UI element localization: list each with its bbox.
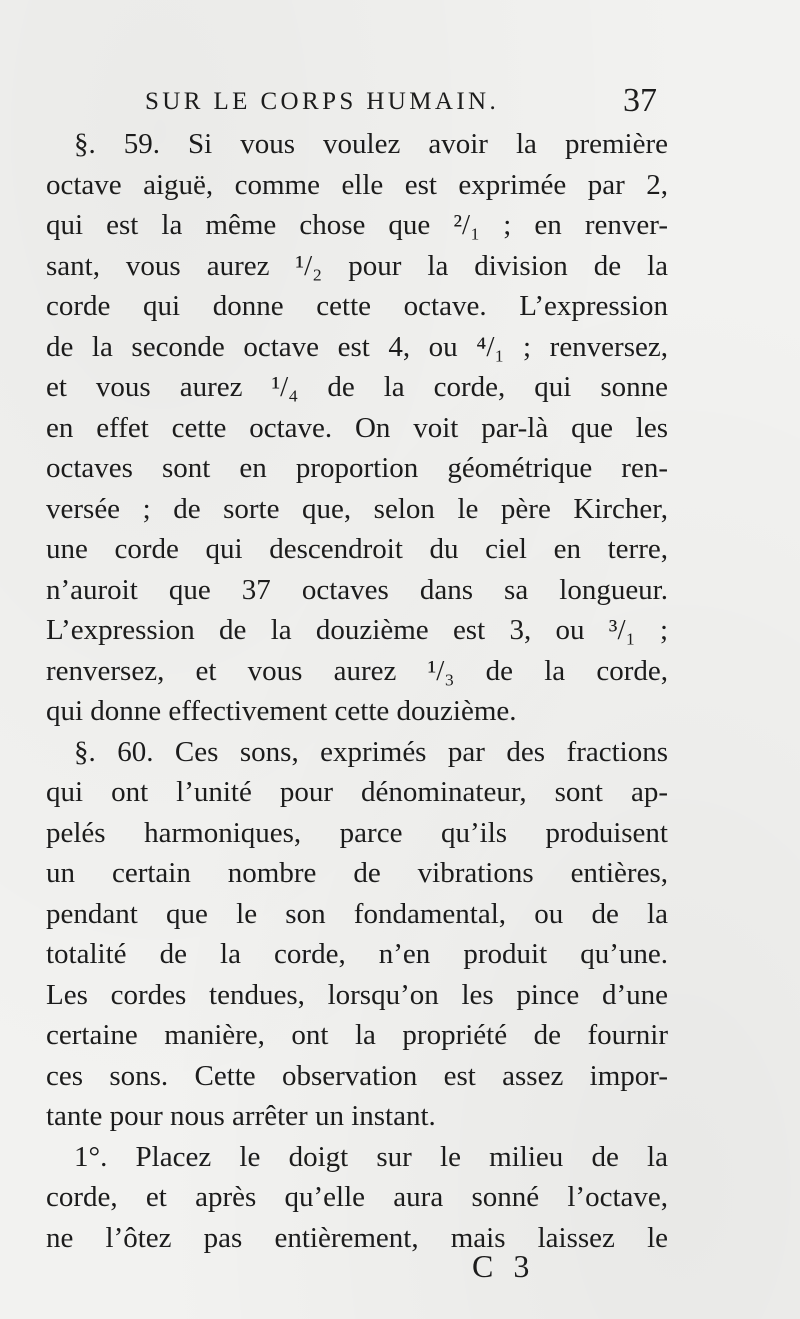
text-line: octaves sont en proportion géométrique ren- bbox=[46, 452, 668, 484]
text-line: qui est la même chose que ²/₁ ; en renver- bbox=[46, 209, 668, 241]
text-line: de la seconde octave est 4, ou ⁴/₁ ; renversez, bbox=[46, 330, 668, 363]
text-line: versée ; de sorte que, selon le père Kircher, bbox=[46, 492, 668, 525]
signature-mark: C 3 bbox=[472, 1248, 536, 1284]
text-line: renversez, et vous aurez ¹/₃ de la corde, bbox=[46, 654, 668, 687]
text-line: octave aiguë, comme elle est exprimée par 2, bbox=[46, 168, 668, 201]
text-line: en effet cette octave. On voit par-là que les bbox=[46, 411, 668, 444]
text-line: pelés harmoniques, parce qu’ils produisent bbox=[46, 816, 668, 849]
page-header bbox=[145, 82, 675, 122]
text-line: certaine manière, ont la propriété de fournir bbox=[46, 1019, 668, 1051]
text-line: sant, vous aurez ¹/₂ pour la division de la bbox=[46, 249, 668, 282]
text-line: Les cordes tendues, lorsqu’on les pince d’une bbox=[46, 978, 668, 1011]
text-line: 1°. Placez le doigt sur le milieu de la bbox=[74, 1140, 668, 1173]
text-line: qui ont l’unité pour dénominateur, sont ap- bbox=[46, 776, 668, 808]
text-line: n’auroit que 37 octaves dans sa longueur. bbox=[46, 573, 668, 606]
text-line: corde, et après qu’elle aura sonné l’octave, bbox=[46, 1181, 668, 1213]
text-line: pendant que le son fondamental, ou de la bbox=[46, 897, 668, 930]
text-line: ne l’ôtez pas entièrement, mais laissez le bbox=[46, 1221, 668, 1254]
text-line: §. 60. Ces sons, exprimés par des fractions bbox=[74, 735, 668, 768]
text-line: qui donne effectivement cette douzième. bbox=[46, 695, 517, 727]
text-line: tante pour nous arrêter un instant. bbox=[46, 1100, 436, 1132]
text-line: ces sons. Cette observation est assez impor- bbox=[46, 1059, 668, 1092]
text-line: corde qui donne cette octave. L’expression bbox=[46, 290, 668, 322]
running-head: SUR LE CORPS HUMAIN. bbox=[145, 88, 500, 115]
text-line: L’expression de la douzième est 3, ou ³/₁ ; bbox=[46, 614, 668, 646]
page-number: 37 bbox=[623, 82, 657, 119]
text-line: une corde qui descendroit du ciel en terre, bbox=[46, 533, 668, 565]
text-line: un certain nombre de vibrations entières, bbox=[46, 857, 668, 889]
text-line: §. 59. Si vous voulez avoir la première bbox=[74, 128, 668, 160]
text-line: et vous aurez ¹/₄ de la corde, qui sonne bbox=[46, 371, 668, 403]
text-line: totalité de la corde, n’en produit qu’une. bbox=[46, 938, 668, 970]
body-text bbox=[46, 124, 668, 1258]
